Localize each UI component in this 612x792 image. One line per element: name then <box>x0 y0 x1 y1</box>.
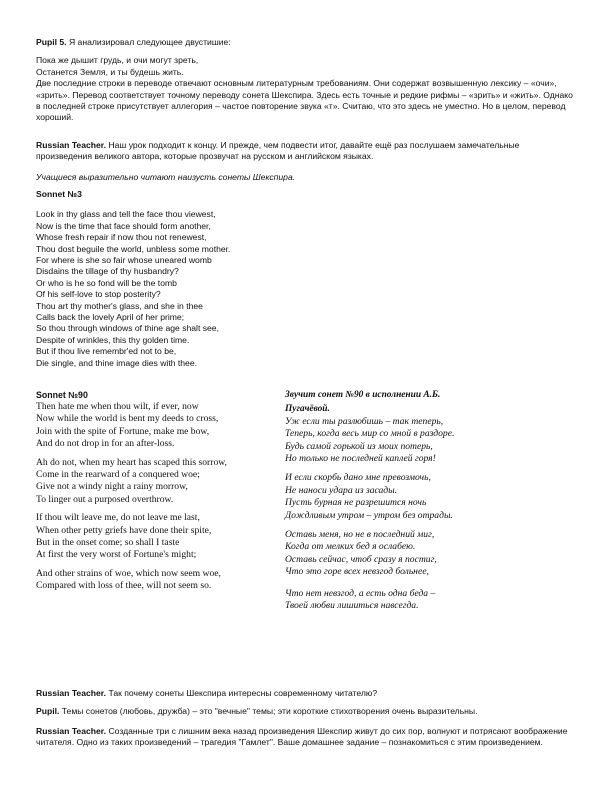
teacher1-paragraph <box>36 140 576 163</box>
teacher1-text: Наш урок подходит к концу. И прежде, чем подвести итог, давайте ещё раз послушаем замечательные произведения великого автора, которые прозвучат на русском и английском языках. <box>36 140 520 162</box>
sonnet3-line: Whose fresh repair if now thou not renewest, <box>36 232 207 243</box>
sonnet3-line: Thou dost beguile the world, unbless some mother. <box>36 243 231 254</box>
sonnet3-title: Sonnet №3 <box>36 189 82 199</box>
sonnet3-line: So thou through windows of thine age shalt see, <box>36 323 219 334</box>
sonnet3-line: But if thou live remembr'ed not to be, <box>36 346 177 357</box>
pupil5-analysis: Две последние строки в переводе отвечают основным литературным требованиям. Они содержат возвышенную лексику – «очи», «зрить». Перевод соответствует точному переводу сонета Шекспира. Здесь есть точные и редкие рифмы – «зрить» и «жить». Однако в последней строке присутствует аллегория – частое повторение звука «т». Считаю, что это здесь не уместно. Но в целом, перевод хороший. <box>36 78 573 123</box>
russian90-line: Что нет невзгод, а есть одна беда – <box>285 587 436 599</box>
pupil-label: Pupil. <box>36 706 60 716</box>
sonnet3-line: Of his self-love to stop posterity? <box>36 289 161 300</box>
russian90-line: Когда от мелких бед я ослабею. <box>285 541 416 553</box>
sonnet3-line: Disdains the tillage of thy husbandry? <box>36 266 179 277</box>
russian90-line: Будь самой горькой из моих потерь, <box>285 440 433 452</box>
russian90-line: Что это горе всех невзгод больнее, <box>285 566 429 578</box>
russian90-line: Твоей любви лишиться навсегда. <box>285 600 419 612</box>
teacher1-label: Russian Teacher. <box>36 140 107 150</box>
pupil-paragraph <box>36 706 576 717</box>
sonnet3-line: Or who is he so fond will be the tomb <box>36 277 177 288</box>
teacher2-label: Russian Teacher. <box>36 688 107 698</box>
sonnet3-line: Thou art thy mother's glass, and she in thee <box>36 300 203 311</box>
sonnet90-line: Come in the rearward of a conquered woe; <box>36 469 200 481</box>
sonnet90-line: Give not a windy night a rainy morrow, <box>36 481 188 493</box>
russian90-heading: Пугачёвой. <box>285 404 330 415</box>
pupil5-section <box>36 37 576 124</box>
sonnet90-line: Then hate me when thou wilt, if ever, now <box>36 401 199 412</box>
couplet-line: Останется Земля, и ты будешь жить. <box>36 66 184 77</box>
russian90-line: Теперь, когда весь мир со мной в раздоре. <box>285 428 455 440</box>
sonnet90-line: But in the onset come; so shall I taste <box>36 537 180 549</box>
sonnet90-line: At first the very worst of Fortune's might; <box>36 549 197 561</box>
russian90-line: Но только не последней каплей горя! <box>285 453 436 465</box>
instruction-text: Учащиеся выразительно читают наизусть сонеты Шекспира. <box>36 172 296 182</box>
teacher2-paragraph <box>36 688 576 699</box>
pupil-text: Темы сонетов (любовь, дружба) – это "вечные" темы; эти короткие стихотворения очень выразительны. <box>59 706 478 716</box>
sonnet90-line: Ah do not, when my heart has scaped this sorrow, <box>36 456 227 468</box>
russian90-line: Пусть бурная не разрешится ночь <box>285 497 427 509</box>
sonnet3-line: Despite of wrinkles, this thy golden time. <box>36 334 190 345</box>
sonnet90-line: And do not drop in for an after-loss. <box>36 438 175 450</box>
sonnet90-line: And other strains of woe, which now seem woe, <box>36 567 221 579</box>
sonnet3-line: Calls back the lovely April of her prime; <box>36 312 185 323</box>
sonnet90-line: Join with the spite of Fortune, make me bow, <box>36 425 210 437</box>
sonnet90-line: If thou wilt leave me, do not leave me last, <box>36 512 200 524</box>
russian90-line: И если скорбь дано мне превозмочь, <box>285 472 431 484</box>
sonnet90-section <box>36 389 286 593</box>
sonnet3-section <box>36 189 336 369</box>
teacher3-label: Russian Teacher. <box>36 726 107 736</box>
teacher3-paragraph <box>36 726 576 749</box>
sonnet3-line: For where is she so fair whose uneared womb <box>36 255 212 266</box>
teacher3-text: Созданные три с лишним века назад произведения Шекспир живут до сих пор, волнуют и потрясают воображение читателя. Одно из таких произведений – трагедия "Гамлет". Ваше домашнее задание – познакомиться с этим произведением. <box>36 726 568 748</box>
pupil5-label: Pupil 5. <box>36 37 67 47</box>
russian90-heading: Звучит сонет №90 в исполнении А.Б. <box>285 390 441 400</box>
sonnet90-line: To linger out a purposed overthrow. <box>36 493 174 505</box>
pupil5-intro: Я анализировал следующее двустишие: <box>66 37 231 47</box>
russian90-line: Уж если ты разлюбишь – так теперь, <box>285 415 444 427</box>
sonnet90-title: Sonnet №90 <box>36 390 88 400</box>
sonnet90-line: When other petty griefs have done their spite, <box>36 524 212 536</box>
russian90-line: Оставь меня, но не в последний миг, <box>285 529 435 541</box>
couplet-line: Пока же дышит грудь, и очи могут зреть, <box>36 55 199 66</box>
russian90-line: Не наноси удара из засады. <box>285 484 398 496</box>
sonnet3-line: Look in thy glass and tell the face thou viewest, <box>36 209 216 220</box>
russian90-line: Оставь сейчас, чтоб сразу я постиг, <box>285 553 437 565</box>
russian90-line: Дождливым утром – утром без отрады. <box>285 509 453 521</box>
sonnet3-line: Die single, and thine image dies with thee. <box>36 357 197 368</box>
teacher2-text: Так почему сонеты Шекспира интересны современному читателю? <box>106 688 378 698</box>
sonnet90-line: Compared with loss of thee, will not seem so. <box>36 580 212 592</box>
russian90-section <box>285 389 575 613</box>
sonnet3-line: Now is the time that face should form another, <box>36 220 211 231</box>
sonnet90-line: Now while the world is bent my deeds to cross, <box>36 413 219 425</box>
